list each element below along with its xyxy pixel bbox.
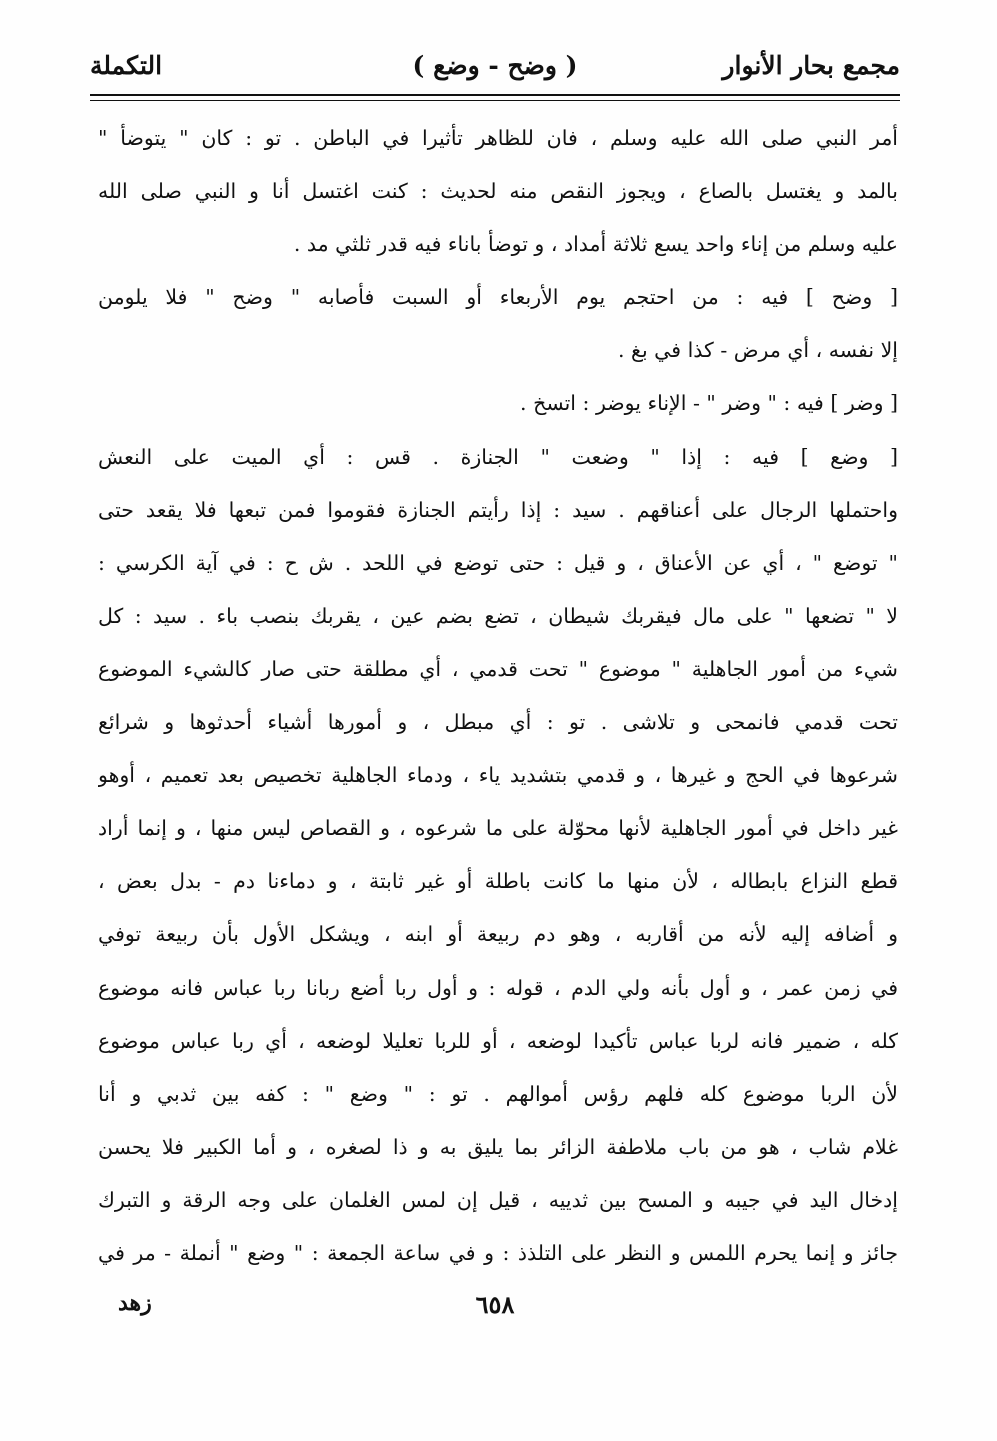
text-line: كله ، ضمير فانه لربا عباس تأكيدا لوضعه ، أو للربا تعليلا لوضعه ، أي ربا عباس موضوع xyxy=(98,1028,898,1053)
text-line: [ وضر ] فيه : " وضر " - الإناء يوضر : اتسخ . xyxy=(520,391,898,416)
header-rule-thick xyxy=(90,94,900,96)
text-line: غير داخل في أمور الجاهلية لأنها محوّلة على ما شرعوه ، و القصاص ليس منها ، و إنما أراد xyxy=(98,816,898,841)
entry-range-title: ( وضح - وضع ) xyxy=(412,51,578,80)
text-line: [ وضع ] فيه : إذا " وضعت " الجنازة . قس : أي الميت على النعش xyxy=(98,444,898,469)
catchword: زهد xyxy=(118,1290,152,1316)
text-line: تحت قدمي فانمحى و تلاشى . تو : أي مبطل ، و أمورها أشياء أحدثوها و شرائع xyxy=(98,710,898,735)
text-line: قطع النزاع بابطاله ، لأن منها ما كانت باطلة أو غير ثابتة ، و دماءنا دم - بدل بعض ، xyxy=(98,869,898,894)
running-header xyxy=(90,45,900,93)
text-line: في زمن عمر ، و أول بأنه ولي الدم ، قوله : و أول ربا أضع ربانا ربا عباس فانه موضوع xyxy=(98,975,898,1000)
text-line: جائز و إنما يحرم اللمس و النظر على التلذذ : و في ساعة الجمعة : " وضع " أنملة - مر في xyxy=(98,1240,898,1265)
text-line: إدخال اليد في جيبه و المسح بين ثدييه ، قيل إن لمس الغلمان على وجه الرقة و التبرك xyxy=(98,1187,898,1212)
text-line: غلام شاب ، هو من باب ملاطفة الزائر بما يليق به و ذا لصغره ، و أما الكبير فلا يحسن xyxy=(98,1134,898,1159)
text-line: أمر النبي صلى الله عليه وسلم ، فان للظاهر تأثيرا في الباطن . تو : كان " يتوضأ " xyxy=(98,126,898,150)
text-line: إلا نفسه ، أي مرض - كذا في بغ . xyxy=(618,338,898,363)
text-line: شيء من أمور الجاهلية " موضوع " تحت قدمي ، أي مطلقة حتى صار كالشيء الموضوع xyxy=(98,656,898,681)
body-text xyxy=(98,112,898,1280)
text-line: عليه وسلم من إناء واحد يسع ثلاثة أمداد ، و توضأ باناء فيه قدر ثلثي مد . xyxy=(293,232,898,257)
text-line: شرعوها في الحج و غيرها ، و قدمي بتشديد ياء ، ودماء الجاهلية تخصيص بعد تعميم ، أوهو xyxy=(98,763,898,788)
text-line: لأن الربا موضوع كله فلهم رؤس أموالهم . تو : " وضع " : كفه بين ثدبي و أنا xyxy=(98,1081,898,1106)
header-rule-thin xyxy=(90,100,900,101)
section-title: التكملة xyxy=(90,51,163,80)
text-line: [ وضح ] فيه : من احتجم يوم الأربعاء أو السبت فأصابه " وضح " فلا يلومن xyxy=(98,285,898,310)
text-line: " توضع " ، أي عن الأعناق ، و قيل : حتى توضع في اللحد . ش ح : في آية الكرسي : xyxy=(98,550,898,575)
book-title: مجمع بحار الأنوار xyxy=(722,51,900,80)
text-line: لا " تضعها " على مال فيقربك شيطان ، تضع بضم عين ، يقربك بنصب باء . سيد : كل xyxy=(98,603,898,628)
text-line: و أضافه إليه لأنه من أقاربه ، وهو دم ربيعة أو ابنه ، ويشكل الأول بأن ربيعة توفي xyxy=(98,922,898,947)
page-footer xyxy=(90,1290,900,1330)
page-number: ٦٥٨ xyxy=(475,1290,515,1319)
text-line: بالمد و يغتسل بالصاع ، ويجوز النقص منه لحديث : كنت اغتسل أنا و النبي صلى الله xyxy=(98,179,898,204)
text-line: واحتملها الرجال على أعناقهم . سيد : إذا رأيتم الجنازة فقوموا فمن تبعها فلا يقعد حتى xyxy=(98,497,898,522)
